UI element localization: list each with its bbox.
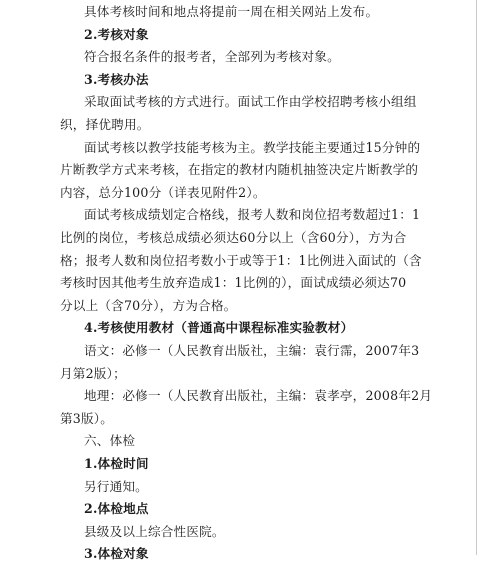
text-line: 格；报考人数和岗位招考数小于或等于1：1比例进入面试的（含: [60, 252, 422, 268]
text-line: 片断教学方式来考核，在指定的教材内随机抽签决定片断教学的: [60, 162, 419, 178]
section-heading: 3.考核办法: [84, 71, 149, 87]
text-line: 语文：必修一（人民教育出版社，主编：袁行霈，2007年3: [84, 343, 420, 358]
section-heading: 1.体检时间: [84, 456, 149, 471]
section-heading: 2.体检地点: [84, 501, 149, 517]
text-line: 另行通知。: [84, 478, 148, 494]
text-line: 县级及以上综合性医院。: [84, 523, 225, 539]
section-heading: 3.体检对象: [84, 546, 149, 562]
chapter-heading: 六、体检: [84, 433, 136, 449]
text-line: 考核时因其他考生放弃造成1：1比例的），面试成绩必须达70: [60, 275, 407, 291]
text-line: 符合报名条件的报考者，全部列为考核对象。: [84, 49, 340, 65]
text-line: 分以上（含70分），方为合格。: [60, 297, 237, 313]
section-heading: 2.考核对象: [84, 26, 149, 42]
heading-text: 4.考核使用教材（普通高中课程标准实验教材）: [84, 320, 354, 336]
text-line: 第3版）。: [60, 410, 114, 426]
text-line: 具体考核时间和地点将提前一周在相关网站上发布。: [84, 4, 379, 19]
text-line: 面试考核成绩划定合格线，报考人数和岗位招考数超过1：1: [84, 207, 421, 223]
section-heading: [84, 320, 353, 336]
text-line: 采取面试考核的方式进行。面试工作由学校招聘考核小组组: [84, 94, 417, 110]
text-line: 月第2版）；: [60, 365, 126, 381]
text-line: 比例的岗位，考核总成绩必须达60分以上（含60分），方为合: [60, 230, 407, 245]
text-line: 织，择优聘用。: [60, 117, 150, 132]
text-line: 内容，总分100分（详表见附件2）。: [60, 184, 266, 200]
text-line: 地理：必修一（人民教育出版社，主编：袁孝亭，2008年2月: [84, 388, 433, 404]
text-line: 面试考核以教学技能考核为主。教学技能主要通过15分钟的: [84, 139, 421, 155]
